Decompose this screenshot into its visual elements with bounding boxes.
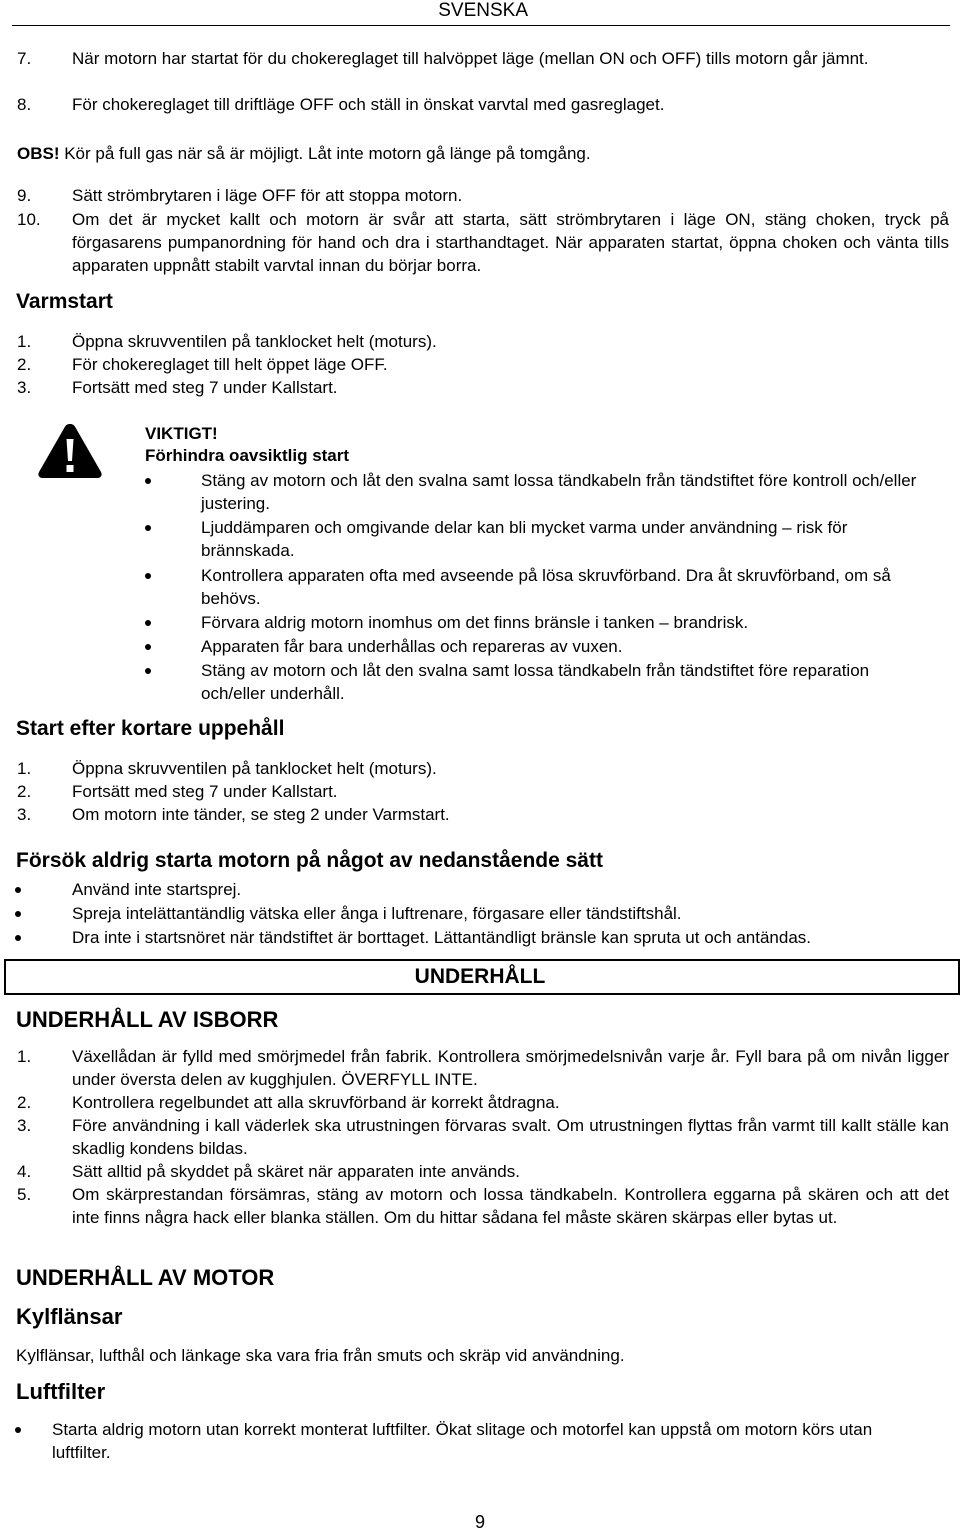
bullet-icon (15, 935, 21, 941)
step-number: 3. (17, 805, 32, 824)
cooling-text: Kylflänsar, lufthål och länkage ska vara fria från smuts och skräp vid användning. (16, 1346, 625, 1365)
step-10 (17, 208, 949, 277)
maintenance-heading: UNDERHÅLL (414, 965, 546, 988)
step-number: 2. (17, 782, 32, 801)
bullet-icon (145, 573, 151, 579)
list-item: Starta aldrig motorn utan korrekt monterat luftfilter. Ökat slitage och motorfel kan uppstå om motorn körs utan luftfilter. (15, 1418, 895, 1464)
step-number: 2. (17, 1093, 32, 1112)
varmstart-step-3 (17, 376, 949, 399)
step-9 (17, 184, 949, 207)
step-text: Öppna skruvventilen på tanklocket helt (moturs). (72, 332, 437, 351)
step-number: 1. (17, 332, 32, 351)
isborr-step-5 (17, 1183, 949, 1229)
step-text: För chokereglaget till helt öppet läge OFF. (72, 355, 388, 374)
never-start-heading: Försök aldrig starta motorn på något av nedanstående sätt (16, 849, 603, 872)
cooling-heading: Kylflänsar (16, 1304, 123, 1329)
step-text: Fortsätt med steg 7 under Kallstart. (72, 378, 338, 397)
step-8 (17, 93, 949, 116)
varmstart-step-2 (17, 353, 949, 376)
step-text: Kontrollera regelbundet att alla skruvförband är korrekt åtdragna. (72, 1093, 560, 1112)
bullet-icon (15, 887, 21, 893)
step-number: 1. (17, 759, 32, 778)
list-item: Kontrollera apparaten ofta med avseende på lösa skruvförband. Dra åt skruvförband, om så behövs. (145, 564, 935, 610)
list-item: Förvara aldrig motorn inomhus om det finns bränsle i tanken – brandrisk. (145, 611, 935, 634)
varmstart-step-1 (17, 330, 949, 353)
filter-heading: Luftfilter (16, 1379, 106, 1404)
step-number: 7. (17, 49, 32, 68)
list-item: Stäng av motorn och låt den svalna samt lossa tändkabeln från tändstiftet före reparation och/eller underhåll. (145, 659, 935, 705)
isborr-step-1 (17, 1045, 949, 1091)
list-item: Ljuddämparen och omgivande delar kan bli mycket varma under användning – risk för brännskada. (145, 516, 935, 562)
isborr-step-4 (17, 1160, 949, 1183)
list-item: Dra inte i startsnöret när tändstiftet är borttaget. Lättantändligt bränsle kan spruta ut och antändas. (15, 926, 955, 949)
bullet-icon (145, 525, 151, 531)
list-item: Apparaten får bara underhållas och repareras av vuxen. (145, 635, 935, 658)
obs-note (17, 142, 591, 165)
step-text: Sätt alltid på skyddet på skäret när apparaten inte används. (72, 1162, 520, 1181)
step-number: 10. (17, 210, 41, 229)
step-text: Öppna skruvventilen på tanklocket helt (moturs). (72, 759, 437, 778)
step-number: 8. (17, 95, 32, 114)
short-break-step-3 (17, 803, 949, 826)
step-number: 3. (17, 1116, 32, 1135)
varmstart-heading: Varmstart (16, 290, 113, 313)
short-break-heading: Start efter kortare uppehåll (16, 717, 285, 740)
list-item: Spreja intelättantändlig vätska eller ånga i luftrenare, förgasare eller tändstiftshål. (15, 902, 955, 925)
step-number: 9. (17, 186, 32, 205)
bullet-icon (145, 620, 151, 626)
step-text: Sätt strömbrytaren i läge OFF för att stoppa motorn. (72, 186, 463, 205)
list-item: Stäng av motorn och låt den svalna samt lossa tändkabeln från tändstiftet före kontroll och/eller justering. (145, 469, 935, 515)
step-text: Före användning i kall väderlek ska utrustningen förvaras svalt. Om utrustningen flyttas från varmt till kallt ställe kan skadlig kondens bildas. (72, 1116, 949, 1158)
warning-title: VIKTIGT! (145, 424, 218, 443)
motor-heading: UNDERHÅLL AV MOTOR (16, 1265, 275, 1290)
warning-triangle-icon (37, 422, 103, 480)
bullet-icon (15, 1427, 21, 1433)
step-7 (17, 47, 949, 70)
step-number: 4. (17, 1162, 32, 1181)
step-text: Om motorn inte tänder, se steg 2 under Varmstart. (72, 805, 450, 824)
bullet-icon (15, 911, 21, 917)
obs-text: Kör på full gas när så är möjligt. Låt inte motorn gå länge på tomgång. (59, 144, 591, 163)
obs-label: OBS! (17, 144, 60, 163)
page-number: 9 (474, 1512, 485, 1532)
isborr-step-3 (17, 1114, 949, 1160)
step-text: Om skärprestandan försämras, stäng av motorn och lossa tändkabeln. Kontrollera eggarna på skären och att det inte finns några hack eller blanka ställen. Om du hittar sådana fel måste skären skärpas eller bytas ut. (72, 1185, 949, 1227)
step-number: 5. (17, 1185, 32, 1204)
step-text: Fortsätt med steg 7 under Kallstart. (72, 782, 338, 801)
step-number: 3. (17, 378, 32, 397)
short-break-step-2 (17, 780, 949, 803)
short-break-step-1 (17, 757, 949, 780)
bullet-icon (145, 644, 151, 650)
list-item: Använd inte startsprej. (15, 878, 955, 901)
header-divider (12, 25, 950, 26)
bullet-icon (145, 478, 151, 484)
step-text: Om det är mycket kallt och motorn är svår att starta, sätt strömbrytaren i läge ON, stäng choken, tryck på förgasarens pumpanordning för hand och dra i starthandtaget. När apparaten startat, öppna choken och vänta tills apparaten uppnått stabilt varvtal innan du börjar borra. (72, 210, 949, 275)
step-number: 1. (17, 1047, 32, 1066)
isborr-step-2 (17, 1091, 949, 1114)
step-text: Växellådan är fylld med smörjmedel från fabrik. Kontrollera smörjmedelsnivån varje år. Fyll bara på om nivån ligger under översta delen av kugghjulen. ÖVERFYLL INTE. (72, 1047, 949, 1089)
step-text: För chokereglaget till driftläge OFF och ställ in önskat varvtal med gasreglaget. (72, 95, 665, 114)
step-text: När motorn har startat för du chokereglaget till halvöppet läge (mellan ON och OFF) tills motorn går jämnt. (72, 49, 869, 68)
language-header: SVENSKA (438, 0, 528, 21)
isborr-heading: UNDERHÅLL AV ISBORR (16, 1007, 279, 1032)
bullet-icon (145, 668, 151, 674)
warning-subtitle: Förhindra oavsiktlig start (145, 446, 350, 465)
step-number: 2. (17, 355, 32, 374)
